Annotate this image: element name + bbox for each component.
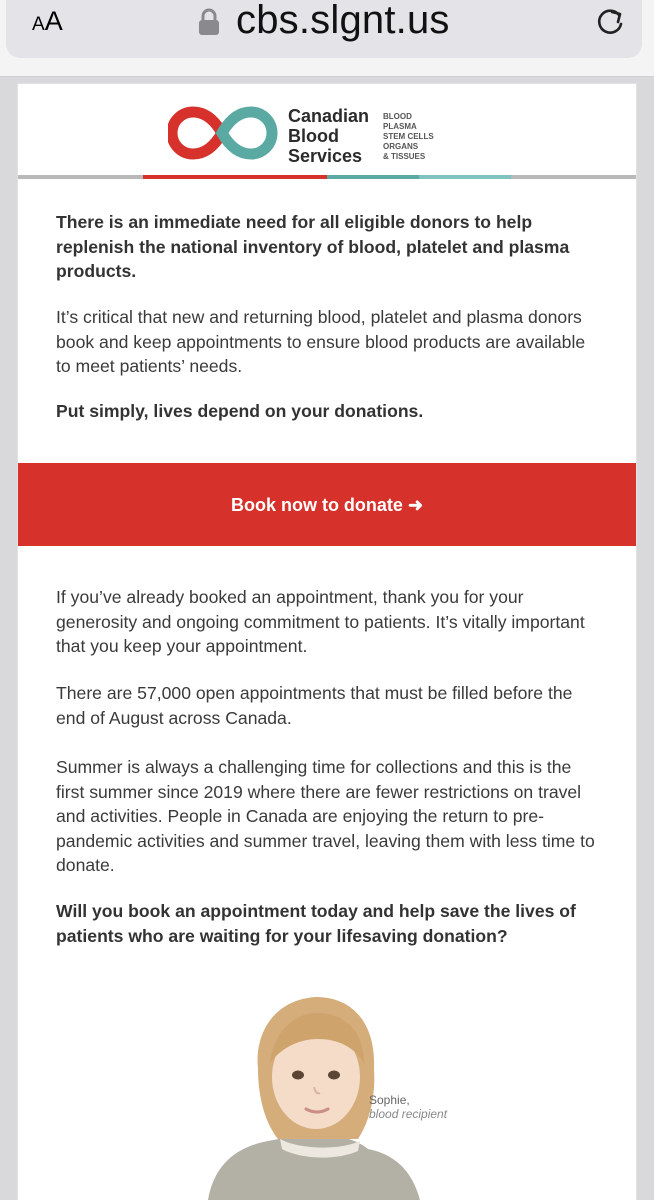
header-color-stripe bbox=[143, 175, 511, 179]
infinity-logo-icon bbox=[168, 104, 278, 162]
emphasis-text: Put simply, lives depend on your donations. bbox=[56, 401, 424, 421]
email-heading: There is an immediate need for all eligible donors to help replenish the national inventory of blood, platelet and plasma products. bbox=[56, 212, 570, 281]
url-field[interactable] bbox=[6, 0, 642, 58]
browser-address-bar bbox=[0, 0, 654, 77]
paragraph-critical-need: It’s critical that new and returning blood, platelet and plasma donors book and keep appointments to ensure blood products are available to meet patients’ needs. bbox=[56, 307, 586, 376]
paragraph-thank-you: If you’ve already booked an appointment, thank you for your generosity and ongoing commitment to patients. It’s vitally important that you keep your appointment. bbox=[56, 587, 585, 656]
text-size-button[interactable]: AA bbox=[32, 6, 63, 36]
reload-icon[interactable] bbox=[592, 4, 628, 40]
logo-tagline: BLOOD PLASMA STEM CELLS ORGANS & TISSUES bbox=[383, 112, 434, 161]
logo-wordmark: Canadian Blood Services bbox=[288, 106, 370, 166]
caption-name: Sophie, bbox=[369, 1093, 410, 1107]
closing-question: Will you book an appointment today and help save the lives of patients who are waiting for your lifesaving donation? bbox=[56, 901, 576, 946]
url-text: cbs.slgnt.us bbox=[236, 0, 450, 42]
paragraph-open-appointments: There are 57,000 open appointments that must be filled before the end of August across Canada. bbox=[56, 683, 573, 728]
email-body bbox=[18, 84, 636, 1200]
lock-icon bbox=[198, 8, 220, 36]
caption-role: blood recipient bbox=[369, 1107, 448, 1121]
photo-caption bbox=[369, 1093, 447, 1121]
paragraph-summer: Summer is always a challenging time for collections and this is the first summer since 2019 where there are fewer restrictions on travel and activities. People in Canada are enjoying the return to pre-pandemic activities and summer travel, leaving them with less time to donate. bbox=[56, 757, 595, 875]
canadian-blood-services-logo bbox=[168, 102, 468, 172]
book-now-button[interactable]: Book now to donate ➜ bbox=[18, 463, 636, 546]
